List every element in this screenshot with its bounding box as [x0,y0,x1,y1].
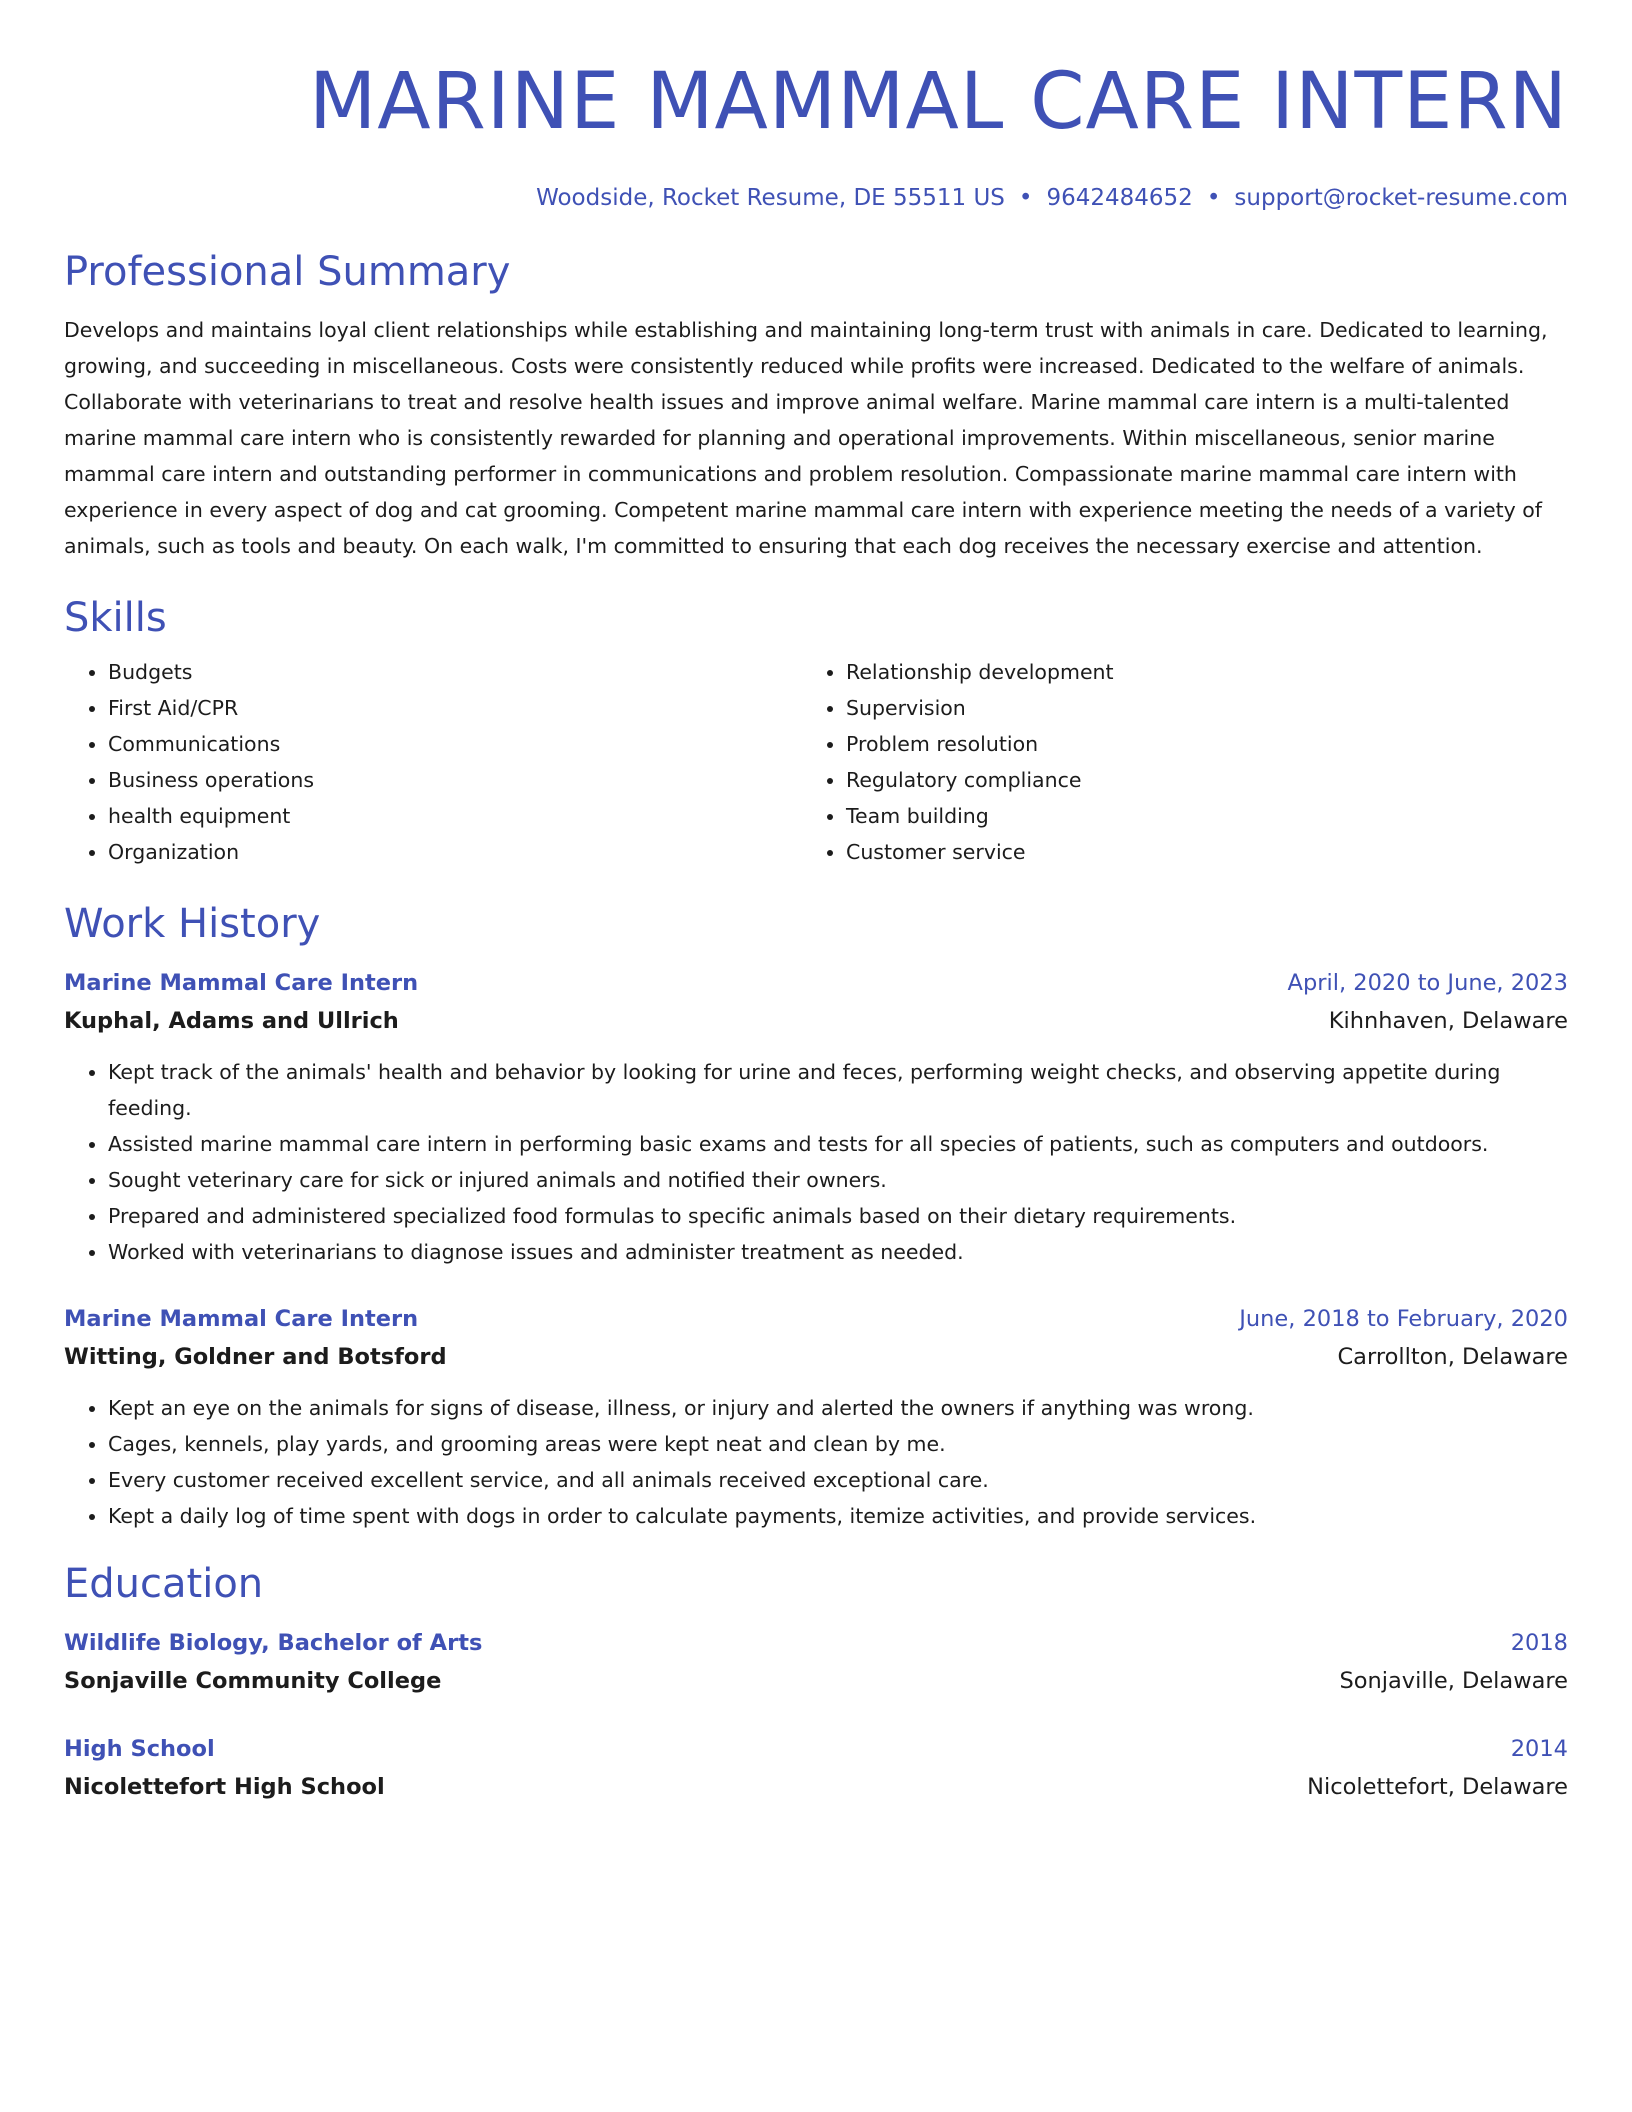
job-location: Carrollton, Delaware [1337,1344,1568,1370]
job-company-row [64,1002,1568,1040]
skill-item: • Business operations [108,762,802,798]
education-year: 2014 [1510,1736,1568,1762]
education-school-row [64,1768,1568,1806]
job-dates: June, 2018 to February, 2020 [1239,1306,1568,1332]
job-location: Kihnhaven, Delaware [1328,1008,1568,1034]
skills-heading: Skills [64,595,167,641]
job-bullets [64,1390,1568,1534]
job-company: Kuphal, Adams and Ullrich [64,1008,399,1034]
job-title: Marine Mammal Care Intern [64,1306,419,1332]
skills-list-left [64,654,802,870]
education-location: Nicolettefort, Delaware [1307,1774,1568,1800]
job-company: Witting, Goldner and Botsford [64,1344,447,1370]
contact-separator: • [1206,185,1221,211]
job-bullet: • Assisted marine mammal care intern in performing basic exams and tests for all species of patients, such as computers and outdoors. [108,1126,1568,1162]
contact-email: support@rocket-resume.com [1234,185,1568,211]
job-entry [64,964,1568,1270]
skill-item: • Budgets [108,654,802,690]
contact-line [64,182,1568,214]
education-header-row [64,1730,1568,1768]
job-bullet: • Kept an eye on the animals for signs of disease, illness, or injury and alerted the owners if anything was wrong. [108,1390,1568,1426]
education-school: Sonjaville Community College [64,1668,442,1694]
skills-grid [64,654,1568,870]
job-header-row [64,1300,1568,1338]
education-school: Nicolettefort High School [64,1774,385,1800]
skill-item: • Organization [108,834,802,870]
job-dates: April, 2020 to June, 2023 [1287,970,1568,996]
job-bullet: • Worked with veterinarians to diagnose issues and administer treatment as needed. [108,1234,1568,1270]
skill-item: • Customer service [846,834,1540,870]
summary-text: Develops and maintains loyal client relationships while establishing and maintaining long-term trust with animals in care. Dedicated to learning, growing, and succeeding in miscellaneous. Costs were consistently reduced while profits were increased. Dedicated to the welfare of animals. Collaborate with veterinarians to treat and resolve health issues and improve animal welfare. Marine mammal care intern is a multi-talented marine mammal care intern who is consistently rewarded for planning and operational improvements. Within miscellaneous, senior marine mammal care intern and outstanding performer in communications and problem resolution. Compassionate marine mammal care intern with experience in every aspect of dog and cat grooming. Competent marine mammal care intern with experience meeting the needs of a variety of animals, such as tools and beauty. On each walk, I'm committed to ensuring that each dog receives the necessary exercise and attention. [64,318,1548,558]
education-heading: Education [64,1561,264,1607]
job-bullet: • Every customer received excellent service, and all animals received exceptional care. [108,1462,1568,1498]
skills-list-right [802,654,1540,870]
skill-item: • Regulatory compliance [846,762,1540,798]
skill-item: • health equipment [108,798,802,834]
education-entry [64,1624,1568,1700]
education-location: Sonjaville, Delaware [1339,1668,1568,1694]
job-entry [64,1300,1568,1534]
job-bullet: • Kept track of the animals' health and behavior by looking for urine and feces, performing weight checks, and observing appetite during feeding. [108,1054,1568,1126]
skill-item: • Relationship development [846,654,1540,690]
job-bullet: • Prepared and administered specialized food formulas to specific animals based on their dietary requirements. [108,1198,1568,1234]
education-entry [64,1730,1568,1806]
skill-item: • First Aid/CPR [108,690,802,726]
skill-item: • Team building [846,798,1540,834]
job-bullet: • Kept a daily log of time spent with dogs in order to calculate payments, itemize activities, and provide services. [108,1498,1568,1534]
education-degree: High School [64,1736,215,1762]
work-history-heading: Work History [64,901,321,947]
job-bullet: • Sought veterinary care for sick or injured animals and notified their owners. [108,1162,1568,1198]
education-header-row [64,1624,1568,1662]
job-bullet: • Cages, kennels, play yards, and grooming areas were kept neat and clean by me. [108,1426,1568,1462]
skill-item: • Supervision [846,690,1540,726]
education-year: 2018 [1510,1630,1568,1656]
contact-address: Woodside, Rocket Resume, DE 55511 US [536,185,1005,211]
job-title: Marine Mammal Care Intern [64,970,419,996]
resume-name: MARINE MAMMAL CARE INTERN [308,57,1568,147]
job-company-row [64,1338,1568,1376]
skill-item: • Problem resolution [846,726,1540,762]
job-bullets [64,1054,1568,1270]
education-degree: Wildlife Biology, Bachelor of Arts [64,1630,483,1656]
skill-item: • Communications [108,726,802,762]
summary-heading: Professional Summary [64,249,511,295]
education-school-row [64,1662,1568,1700]
job-header-row [64,964,1568,1002]
contact-phone: 9642484652 [1046,185,1193,211]
contact-separator: • [1018,185,1033,211]
